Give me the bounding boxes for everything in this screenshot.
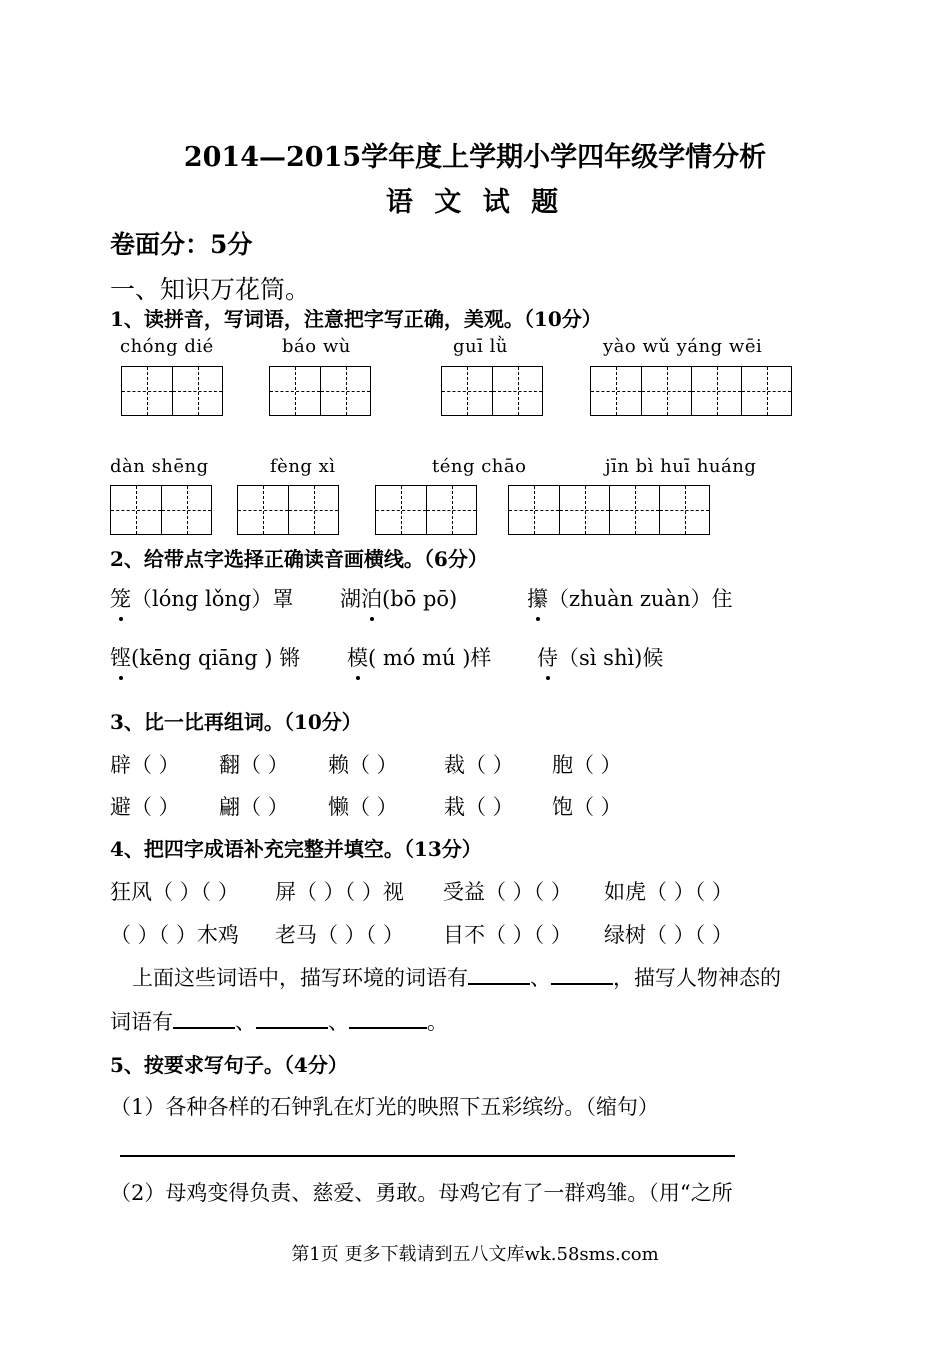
q4-idiom: 绿树（ ）（ ） — [604, 923, 733, 947]
q4-idiom: 目不（ ）（ ） — [443, 923, 572, 947]
q3-item: 裁（ ） — [444, 753, 514, 777]
q3-item: 翻（ ） — [219, 753, 289, 777]
page-footer: 第1页 更多下载请到五八文库wk.58sms.com — [291, 1244, 659, 1265]
q4-idiom: 如虎（ ）（ ） — [604, 880, 733, 904]
q4-idiom: 老马（ ）（ ） — [275, 923, 404, 947]
q3-item: 避（ ） — [110, 795, 180, 819]
answer-blank[interactable] — [349, 1027, 427, 1029]
q1-pinyin: jīn bì huī huáng — [605, 456, 757, 477]
section-1-heading: 一、知识万花筒。 — [110, 275, 311, 304]
q2-item: 侍（sì shì)候 — [537, 642, 663, 672]
writing-grid[interactable] — [269, 366, 371, 416]
answer-blank[interactable] — [256, 1027, 328, 1029]
q3-item: 栽（ ） — [444, 795, 514, 819]
q4-idiom: 受益（ ）（ ） — [443, 880, 572, 904]
q3-item: 翩（ ） — [219, 795, 289, 819]
writing-grid[interactable] — [441, 366, 543, 416]
answer-blank[interactable] — [173, 1027, 235, 1029]
q1-pinyin: báo wù — [282, 336, 351, 357]
exam-subtitle: 语 文 试 题 — [385, 187, 565, 218]
q2-item: 湖泊(bō pō) — [340, 583, 457, 613]
q2-item: 笼（lóng lǒng）罩 — [110, 583, 293, 613]
q5-sentence-2: （2）母鸡变得负责、慈爱、勇敢。母鸡它有了一群鸡雏。（用“之所 — [110, 1181, 733, 1205]
exam-title: 2014—2015学年度上学期小学四年级学情分析 — [183, 142, 767, 173]
answer-line[interactable] — [120, 1155, 735, 1157]
q3-item: 辟（ ） — [110, 753, 180, 777]
writing-grid[interactable] — [508, 485, 710, 535]
q2-item: 铿(kēng qiāng ) 锵 — [110, 642, 300, 672]
q3-item: 懒（ ） — [328, 795, 398, 819]
writing-grid[interactable] — [237, 485, 339, 535]
q3-heading: 3、比一比再组词。（10分） — [110, 710, 362, 734]
writing-grid[interactable] — [590, 366, 792, 416]
q5-heading: 5、按要求写句子。（4分） — [110, 1053, 348, 1077]
q5-sentence-1: （1）各种各样的石钟乳在灯光的映照下五彩缤纷。（缩句） — [110, 1095, 659, 1119]
q4-idiom: 狂风（ ）（ ） — [110, 880, 239, 904]
answer-blank[interactable] — [468, 983, 530, 985]
answer-blank[interactable] — [551, 983, 613, 985]
q4-heading: 4、把四字成语补充完整并填空。（13分） — [110, 837, 482, 861]
writing-grid[interactable] — [110, 485, 212, 535]
q1-pinyin: guī lǜ — [453, 336, 508, 357]
q1-pinyin: yào wǔ yáng wēi — [603, 336, 763, 357]
q3-item: 赖（ ） — [328, 753, 398, 777]
q1-pinyin: téng chāo — [432, 456, 527, 477]
q4-fill-line-2: 词语有 、 、 。 — [110, 1010, 448, 1034]
q4-fill-line-1: 上面这些词语中，描写环境的词语有 、 ，描写人物神态的 — [132, 966, 781, 990]
q2-heading: 2、给带点字选择正确读音画横线。（6分） — [110, 547, 488, 571]
q4-idiom: 屏（ ）（ ）视 — [275, 880, 404, 904]
q3-item: 饱（ ） — [552, 795, 622, 819]
writing-grid[interactable] — [375, 485, 477, 535]
writing-grid[interactable] — [121, 366, 223, 416]
q3-item: 胞（ ） — [552, 753, 622, 777]
q2-item: 攥（zhuàn zuàn）住 — [527, 583, 732, 613]
q1-pinyin: fèng xì — [270, 456, 336, 477]
q4-idiom: （ ）（ ）木鸡 — [110, 923, 239, 947]
q1-heading: 1、读拼音，写词语，注意把字写正确，美观。（10分） — [110, 307, 602, 331]
q2-item: 模( mó mú )样 — [347, 642, 491, 672]
q1-pinyin: chóng dié — [120, 336, 214, 357]
score-line: 卷面分：5分 — [110, 230, 253, 259]
q1-pinyin: dàn shēng — [110, 456, 209, 477]
